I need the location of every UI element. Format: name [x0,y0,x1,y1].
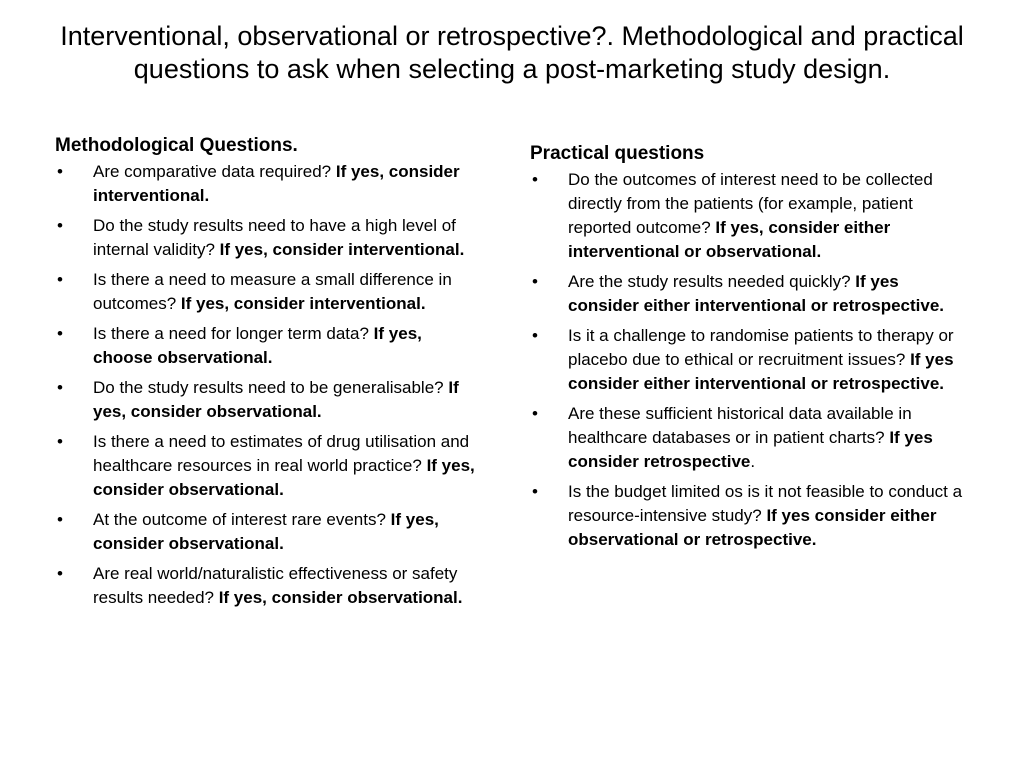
recommendation-text: If yes consider either observational or retrospective. [568,506,937,549]
recommendation-text: If yes, consider either interventional or observational. [568,218,891,261]
recommendation-text: If yes, consider observational. [93,510,439,553]
methodological-column [55,134,480,616]
recommendation-text: If yes, consider observational. [93,378,459,421]
bullet-icon: • [57,162,63,181]
question-text: Are these sufficient historical data available in healthcare databases or in patient charts? [568,404,912,447]
list-item [530,270,965,318]
list-item [55,376,480,424]
recommendation-text: If yes consider either interventional or retrospective. [568,272,945,315]
question-text: Is the budget limited os is it not feasible to conduct a resource-intensive study? [568,482,963,525]
question-text: Are real world/naturalistic effectiveness or safety results needed? [93,564,458,607]
question-text: Are the study results needed quickly? [568,272,856,291]
question-text: At the outcome of interest rare events? [93,510,391,529]
bullet-icon: • [57,378,63,397]
question-text: Do the study results need to have a high level of internal validity? [93,216,456,259]
bullet-icon: • [532,170,538,189]
bullet-icon: • [57,432,63,451]
recommendation-text: If yes, choose observational. [93,324,422,367]
list-item [55,322,480,370]
list-item [55,430,480,502]
list-item [530,168,965,264]
list-item [530,324,965,396]
list-item [530,402,965,474]
question-text: Is it a challenge to randomise patients to therapy or placebo due to ethical or recruitment issues? [568,326,954,369]
bullet-icon: • [57,324,63,343]
recommendation-text: If yes consider either interventional or retrospective. [568,350,954,393]
slide-title: Interventional, observational or retrospective?. Methodological and practical questions to ask when selecting a post-marketing study design. [60,21,964,84]
bullet-icon: • [532,482,538,501]
question-text: Is there a need to measure a small difference in outcomes? [93,270,452,313]
recommendation-text: If yes, consider observational. [218,588,463,607]
question-text: Is there a need to estimates of drug utilisation and healthcare resources in real world practice? [93,432,470,475]
bullet-icon: • [57,216,63,235]
practical-heading: Practical questions [530,143,705,164]
methodological-heading: Methodological Questions. [55,135,298,156]
question-text: Do the outcomes of interest need to be collected directly from the patients (for example, patient reported outcome? [568,170,933,237]
list-item [55,214,480,262]
bullet-icon: • [57,510,63,529]
list-item [55,160,480,208]
list-item [530,480,965,552]
question-text: Are comparative data required? [93,162,336,181]
list-item [55,508,480,556]
list-item [55,268,480,316]
bullet-icon: • [57,270,63,289]
bullet-icon: • [57,564,63,583]
practical-list [530,168,965,552]
recommendation-text: If yes, consider interventional. [219,240,465,259]
question-text: Do the study results need to be generalisable? [93,378,449,397]
bullet-icon: • [532,404,538,423]
recommendation-text: If yes consider retrospective [568,428,933,471]
list-item [55,562,480,610]
recommendation-tail: . [750,452,756,471]
recommendation-text: If yes, consider observational. [93,456,475,499]
practical-column [530,142,965,558]
question-text: Is there a need for longer term data? [93,324,374,343]
methodological-list [55,160,480,610]
bullet-icon: • [532,272,538,291]
bullet-icon: • [532,326,538,345]
recommendation-text: If yes, consider interventional. [180,294,426,313]
recommendation-text: If yes, consider interventional. [93,162,460,205]
